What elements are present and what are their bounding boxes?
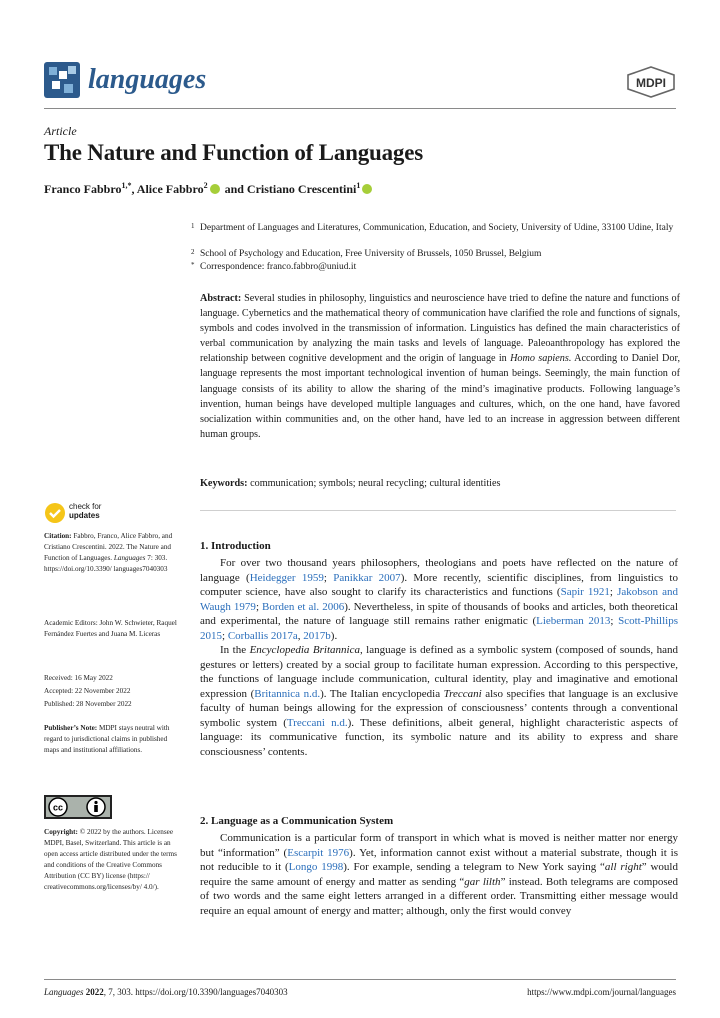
published-date: Published: 28 November 2022 [44,700,132,708]
mdpi-logo [626,66,676,98]
svg-text:cc: cc [52,802,64,813]
author-name: Alice Fabbro [136,182,204,196]
cc-by-license-icon[interactable] [44,795,112,819]
citation-link[interactable]: Corballis 2017a [227,629,298,642]
orcid-icon[interactable] [210,184,220,194]
abstract: Abstract: Several studies in philosophy, linguistics and neuroscience have tried to define the nature and functions of language. Cybernetics and the mathematical theory of communication have clarified the role and functions of signals, symbols and codes involved in the transmission of information. Linguistics has defined the main characteristics of verbal communication by analyzing the main tasks and levels of language. Paleoanthropology has explored the relationship between cognitive development and the origin of language in Homo sapiens. According to Daniel Dor, language represents the most important technological invention of human beings. Seemingly, the main function of language consists of its ability to allow the sharing of the mind’s imaginative products. Following language’s invention, human beings have developed multiple languages and cultures, which, on the one hand, have favored socialization within communities and, on the other hand, have led to an increase in aggression between different human groups. [200,293,681,440]
author-list: Franco Fabbro$^{1,*}$, Alice Fabbro$^2$ and Cristiano Crescentini$^1$ [44,181,374,197]
citation-link[interactable]: Heidegger 1959 [249,571,324,584]
citation-link[interactable]: Treccani n.d. [286,716,348,729]
keywords: Keywords: communication; symbols; neural recycling; cultural identities [200,478,501,489]
author-name: and Cristiano Crescentini [224,182,357,196]
citation-link[interactable]: Escarpit 1976 [287,846,350,859]
citation-link[interactable]: Panikkar 2007 [333,571,401,584]
correspondence: * Correspondence: franco.fabbro@uniud.it [191,261,357,272]
mdpi-text: MDPI [636,76,666,90]
journal-name: languages [88,64,207,95]
affiliation: 2 School of Psychology and Education, Free University of Brussels, 1050 Brussel, Belgium [191,248,542,259]
citation-link[interactable]: Scott-Phillips 2015 [200,615,678,642]
footer-citation: Languages 2022, 7, 303. https://doi.org/10.3390/languages7040303 [44,987,288,997]
affiliation: 1 Department of Languages and Literatures, Communication, Education, and Society, University of Udine, 33100 Udine, Italy [191,222,674,233]
citation-link[interactable]: Lieberman 2013 [536,615,611,627]
header-divider [44,108,676,109]
citation-link[interactable]: Britannica n.d. [254,687,321,700]
check-updates-icon [44,502,66,524]
received-date: Received: 16 May 2022 [44,674,113,682]
citation-link[interactable]: Sapir 1921 [560,586,610,598]
section-heading: 2. Language as a Communication System [200,815,394,827]
footer-divider [44,979,676,980]
article-type: Article [44,124,77,138]
academic-editors: Academic Editors: John W. Schwieter, Raquel Fernández Fuertes and Juana M. Liceras [44,619,177,638]
citation-link[interactable]: Longo 1998 [288,861,344,873]
journal-logo-icon [44,62,80,98]
paragraph: For over two thousand years philosophers, theologians and poets have reflected on the nature of language (Heidegger 1959; Panikkar 2007). More recently, scientific disciplines, from linguistics to computer science, have also sought to clarify its characteristics and functions (Sapir 1921; Jakobson and Waugh 1979; Borden et al. 2006). Nevertheless, in spite of thousands of books and articles, both theoretical and experimental, the nature of language still remains rather enigmatic (Lieberman 2013; Scott-Phillips 2015; Corballis 2017a, 2017b). In the Encyclopedia Britannica, language is defined as a symbolic system (composed of sounds, hand gestures or letters) created by a social group to facilitate human expression. According to this perspective, the functions of language include communication, cultural identity, play and imaginative and emotional expression (Britannica n.d.). The Italian encyclopedia Treccani also specifies that language is an exclusive faculty of human beings allowing for the expression of consciousness’ contents through a conventional symbolic system (Treccani n.d.). These definitions, albeit general, highlight characteristic aspects of language: its communicative function, its symbolic nature and its ability to express and share consciousness’ contents. [200,557,679,758]
citation-link[interactable]: Borden et al. 2006 [262,600,345,613]
accepted-date: Accepted: 22 November 2022 [44,687,131,695]
author-name: Franco Fabbro [44,182,122,196]
citation-block: Citation: Fabbro, Franco, Alice Fabbro, and Cristiano Crescentini. 2022. The Nature and Function of Languages. Languages 7: 303. https://doi.org/10.3390/ languages7040303 [44,532,173,573]
page-title: The Nature and Function of Languages [44,140,423,165]
footer-url[interactable]: https://www.mdpi.com/journal/languages [527,987,676,997]
citation-link[interactable]: Jakobson and Waugh 1979 [200,586,678,613]
orcid-icon[interactable] [362,184,372,194]
publishers-note: Publisher’s Note: MDPI stays neutral with regard to jurisdictional claims in published maps and institutional affiliations. [44,724,170,754]
citation-link[interactable]: 2017b [303,629,331,642]
copyright-block: Copyright: © 2022 by the authors. Licensee MDPI, Basel, Switzerland. This article is an open access article distributed under the terms and conditions of the Creative Commons Attribution (CC BY) license (https:// creativecommons.org/licenses/by/ 4.0/). [44,828,177,891]
section-heading: 1. Introduction [200,540,271,552]
paragraph: Communication is a particular form of transport in which what is moved is neither matter nor energy but “information” (Escarpit 1976). Yet, information cannot exist without a material substrate, though it is not reducible to it (Longo 1998). For example, sending a telegram to New York saying “all right” would require the same amount of energy and matter as sending “gar lilth” instead. Both telegrams are composed of two words and the same eight letters arranged in a different order. Transmitting either message would require an equal amount of energy and matter; although, only the first would convey [200,832,679,917]
section-divider [200,510,676,511]
